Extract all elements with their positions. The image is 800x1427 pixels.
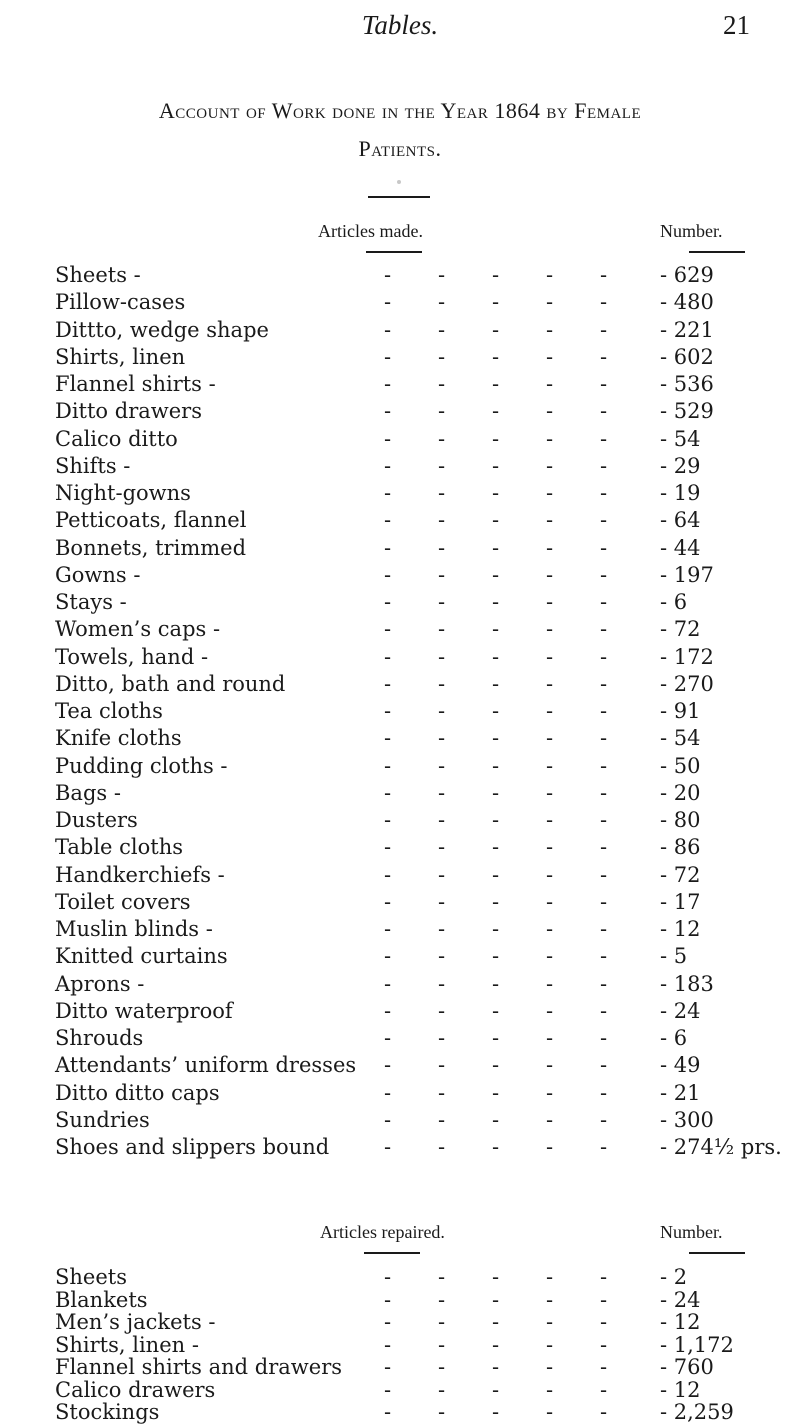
table-row: Shirts, linen - - - - - - 602 bbox=[0, 342, 800, 372]
table-row: Stockings - - - - - - 2,259 bbox=[0, 1397, 800, 1427]
article-number: - 24 bbox=[660, 998, 701, 1023]
table-row: Ditto, bath and round - - - - - - 270 bbox=[0, 669, 800, 699]
article-number: - 54 bbox=[660, 426, 701, 451]
article-name: Night-gowns bbox=[55, 481, 191, 505]
article-name: Shirts, linen - bbox=[55, 1332, 199, 1357]
article-name: Gowns - bbox=[55, 562, 141, 587]
article-name: Stockings bbox=[55, 1400, 160, 1424]
article-number: - 91 bbox=[660, 699, 701, 723]
table-row: Sheets - - - - - - - 629 bbox=[0, 260, 800, 290]
article-number: - 19 bbox=[660, 481, 701, 505]
article-number: - 64 bbox=[660, 508, 701, 533]
article-name: Men’s jackets - bbox=[55, 1310, 216, 1334]
table-row: Petticoats, flannel - - - - - - 64 bbox=[0, 505, 800, 535]
article-number: - 21 bbox=[660, 1080, 701, 1105]
article-number: - 54 bbox=[660, 726, 701, 751]
table-title: Account of Work done in the Year 1864 by Female bbox=[158, 98, 642, 123]
article-name: Flannel shirts - bbox=[55, 372, 216, 396]
article-name: Bags - bbox=[55, 780, 121, 805]
article-name: Knife cloths bbox=[55, 726, 182, 751]
article-name: Petticoats, flannel bbox=[55, 508, 247, 533]
article-name: Sundries bbox=[55, 1107, 150, 1132]
article-number: - 1,172 bbox=[660, 1332, 734, 1357]
article-number: - 6 bbox=[660, 1026, 688, 1050]
table-row: Pillow-cases - - - - - - 480 bbox=[0, 287, 800, 317]
article-name: Ditto waterproof bbox=[55, 998, 233, 1023]
article-name: Pudding cloths - bbox=[55, 753, 228, 778]
article-number: - 29 bbox=[660, 453, 701, 478]
table-row: Muslin blinds - - - - - - - 12 bbox=[0, 914, 800, 944]
running-title: Tables. bbox=[361, 10, 439, 40]
table-row: Aprons - - - - - - - 183 bbox=[0, 969, 800, 999]
table-row: Blankets - - - - - - 24 bbox=[0, 1285, 800, 1315]
made-number-header: Number. bbox=[660, 221, 723, 241]
article-number: - 536 bbox=[660, 372, 714, 396]
table-row: Ditto drawers - - - - - - 529 bbox=[0, 396, 800, 426]
table-row: Shoes and slippers bound - - - - - - 274½ prs. bbox=[0, 1132, 800, 1162]
table-title-continued: Patients. bbox=[358, 136, 442, 161]
article-number: - 183 bbox=[660, 971, 714, 996]
article-number: - 5 bbox=[660, 944, 688, 969]
article-name: Ditto ditto caps bbox=[55, 1080, 220, 1105]
article-number: - 24 bbox=[660, 1287, 701, 1312]
repaired-header-rule bbox=[364, 1252, 420, 1254]
article-name: Handkerchiefs - bbox=[55, 862, 225, 887]
table-row: Table cloths - - - - - - 86 bbox=[0, 832, 800, 862]
article-name: Pillow-cases bbox=[55, 290, 186, 315]
repaired-number-header: Number. bbox=[660, 1222, 723, 1242]
article-name: Knitted curtains bbox=[55, 944, 228, 969]
article-number: - 602 bbox=[660, 344, 714, 369]
article-name: Blankets bbox=[55, 1287, 148, 1312]
page-header bbox=[0, 6, 800, 46]
article-name: Muslin blinds - bbox=[55, 917, 213, 941]
article-number: - 44 bbox=[660, 535, 701, 560]
article-number: - 20 bbox=[660, 780, 701, 805]
article-number: - 17 bbox=[660, 889, 701, 914]
article-name: Bonnets, trimmed bbox=[55, 535, 247, 560]
table-row: Night-gowns - - - - - - 19 bbox=[0, 478, 800, 508]
title-rule bbox=[368, 196, 430, 198]
table-row: Knife cloths - - - - - - 54 bbox=[0, 723, 800, 753]
article-name: Tea cloths bbox=[55, 699, 163, 723]
article-number: - 6 bbox=[660, 590, 688, 614]
made-number-rule bbox=[689, 251, 745, 253]
article-number: - 221 bbox=[660, 317, 714, 342]
article-number: - 274½ prs. bbox=[660, 1135, 782, 1159]
article-number: - 270 bbox=[660, 671, 714, 696]
article-name: Attendants’ uniform dresses bbox=[55, 1053, 357, 1078]
table-row: Shifts - - - - - - - 29 bbox=[0, 451, 800, 481]
table-row: Bags - - - - - - - 20 bbox=[0, 778, 800, 808]
table-row: Dusters - - - - - - 80 bbox=[0, 805, 800, 835]
article-number: - 529 bbox=[660, 399, 714, 424]
table-row: Ditto ditto caps - - - - - - 21 bbox=[0, 1078, 800, 1108]
table-row: Tea cloths - - - - - - 91 bbox=[0, 696, 800, 726]
article-number: - 2,259 bbox=[660, 1400, 734, 1424]
article-name: Stays - bbox=[55, 590, 127, 614]
article-name: Shoes and slippers bound bbox=[55, 1135, 330, 1159]
table-row: Shirts, linen - - - - - - - 1,172 bbox=[0, 1330, 800, 1360]
table-row: Ditto waterproof - - - - - - 24 bbox=[0, 996, 800, 1026]
article-number: - 86 bbox=[660, 835, 701, 860]
table-row: Gowns - - - - - - - 197 bbox=[0, 560, 800, 590]
ornament-dot bbox=[397, 180, 401, 184]
article-number: - 2 bbox=[660, 1265, 688, 1289]
table-row: Knitted curtains - - - - - - 5 bbox=[0, 941, 800, 971]
table-row: Dittto, wedge shape - - - - - - 221 bbox=[0, 315, 800, 345]
article-name: Calico ditto bbox=[55, 426, 178, 451]
article-number: - 480 bbox=[660, 290, 714, 315]
article-number: - 300 bbox=[660, 1107, 714, 1132]
table-row: Flannel shirts - - - - - - - 536 bbox=[0, 369, 800, 399]
articles-made-header: Articles made. bbox=[318, 221, 423, 241]
table-row: Calico ditto - - - - - - 54 bbox=[0, 424, 800, 454]
article-number: - 50 bbox=[660, 753, 701, 778]
made-header-rule bbox=[366, 251, 422, 253]
table-row: Pudding cloths - - - - - - - 50 bbox=[0, 751, 800, 781]
table-row: Shrouds - - - - - - 6 bbox=[0, 1023, 800, 1053]
article-number: - 760 bbox=[660, 1355, 714, 1379]
article-name: Flannel shirts and drawers bbox=[55, 1355, 343, 1379]
table-row: Attendants’ uniform dresses - - - - - - 49 bbox=[0, 1050, 800, 1080]
article-number: - 197 bbox=[660, 562, 714, 587]
table-row: Toilet covers - - - - - - 17 bbox=[0, 887, 800, 917]
article-name: Calico drawers bbox=[55, 1377, 216, 1402]
table-row: Handkerchiefs - - - - - - - 72 bbox=[0, 860, 800, 890]
article-number: - 72 bbox=[660, 862, 701, 887]
article-number: - 80 bbox=[660, 808, 701, 832]
article-name: Towels, hand - bbox=[55, 644, 209, 669]
table-row: Sundries - - - - - - 300 bbox=[0, 1105, 800, 1135]
table-row: Bonnets, trimmed - - - - - - 44 bbox=[0, 533, 800, 563]
article-name: Sheets bbox=[55, 1265, 127, 1289]
article-name: Toilet covers bbox=[55, 889, 191, 914]
article-number: - 629 bbox=[660, 263, 714, 287]
article-name: Table cloths bbox=[55, 835, 184, 860]
article-name: Women’s caps - bbox=[55, 617, 221, 642]
article-name: Aprons - bbox=[55, 971, 145, 996]
article-name: Dittto, wedge shape bbox=[55, 317, 269, 342]
page-number: 21 bbox=[723, 10, 750, 40]
table-row: Stays - - - - - - - 6 bbox=[0, 587, 800, 617]
article-name: Shifts - bbox=[55, 453, 131, 478]
article-name: Shirts, linen bbox=[55, 344, 186, 369]
table-row: Calico drawers - - - - - - 12 bbox=[0, 1375, 800, 1405]
article-name: Sheets - bbox=[55, 263, 141, 287]
table-row: Towels, hand - - - - - - - 172 bbox=[0, 642, 800, 672]
article-name: Ditto, bath and round bbox=[55, 671, 286, 696]
articles-repaired-header: Articles repaired. bbox=[320, 1222, 445, 1242]
repaired-number-rule bbox=[689, 1252, 745, 1254]
article-number: - 172 bbox=[660, 644, 714, 669]
article-name: Dusters bbox=[55, 808, 138, 832]
article-number: - 72 bbox=[660, 617, 701, 642]
table-row: Sheets - - - - - - 2 bbox=[0, 1262, 800, 1292]
table-row: Flannel shirts and drawers - - - - - - 760 bbox=[0, 1352, 800, 1382]
article-number: - 12 bbox=[660, 1377, 701, 1402]
table-row: Women’s caps - - - - - - - 72 bbox=[0, 614, 800, 644]
article-number: - 12 bbox=[660, 917, 701, 941]
table-row: Men’s jackets - - - - - - - 12 bbox=[0, 1307, 800, 1337]
article-name: Ditto drawers bbox=[55, 399, 202, 424]
article-number: - 49 bbox=[660, 1053, 701, 1078]
article-name: Shrouds bbox=[55, 1026, 144, 1050]
article-number: - 12 bbox=[660, 1310, 701, 1334]
